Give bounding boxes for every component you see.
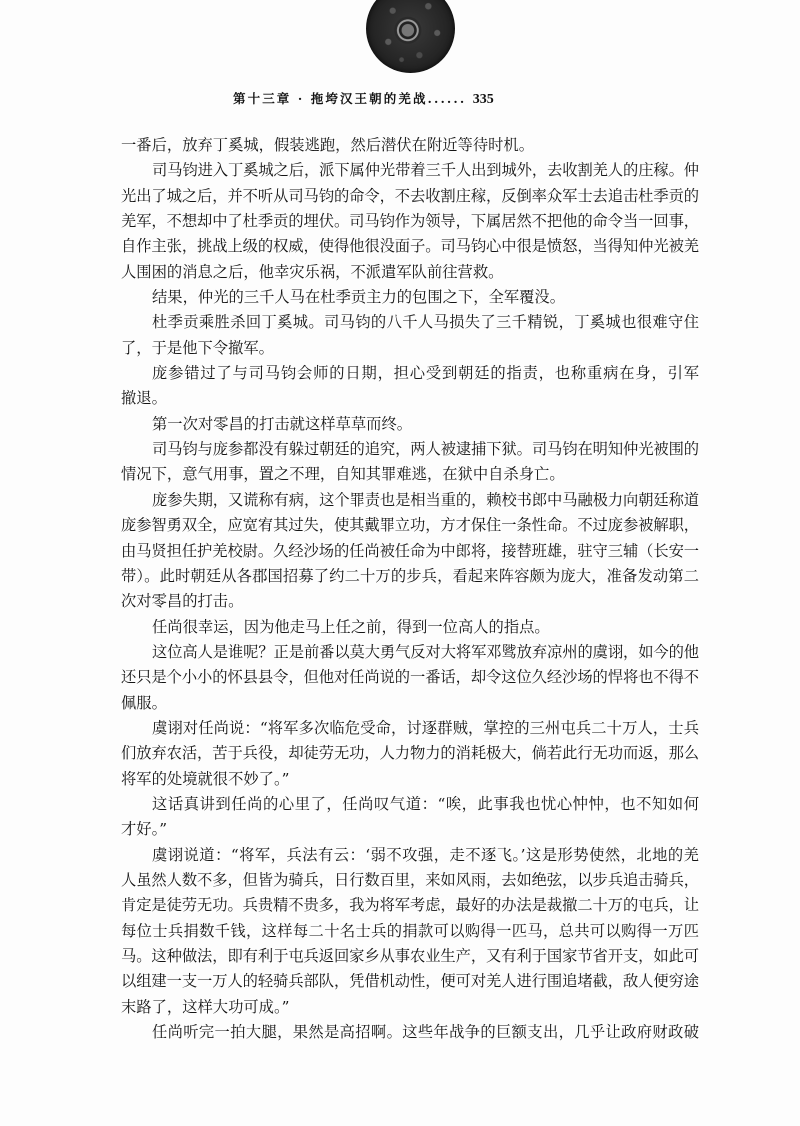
paragraph: [121, 437, 699, 488]
paragraph: [121, 285, 699, 310]
chapter-title: 第十三章 · 拖垮汉王朝的羌战......: [233, 91, 467, 106]
text-line: 这位高人是谁呢？正是前番以莫大勇气反对大将军邓骘放弃凉州的虞诩，如今的他: [152, 642, 699, 661]
text-line: 才好。”: [121, 820, 168, 839]
text-line: 杜季贡乘胜杀回丁奚城。司马钧的八千人马损失了三千精锐，丁奚城也很难守住: [152, 313, 700, 332]
text-line: 任尚很幸运，因为他走马上任之前，得到一位高人的指点。: [152, 617, 550, 636]
text-line: 马。这种做法，即有利于屯兵返回家乡从事农业生产，又有利于国家节省开支，如此可: [121, 947, 699, 965]
text-line: 次对零昌的打击。: [121, 592, 244, 611]
text-line: 人虽然人数不多，但皆为骑兵，日行数百里，来如风雨，去如绝弦，以步兵追击骑兵，: [121, 870, 699, 889]
text-line: 庞参失期，又谎称有病，这个罪责也是相当重的，赖校书郎中马融极力向朝廷称道: [152, 490, 699, 509]
paragraph: [121, 716, 699, 792]
paragraph: [121, 158, 699, 285]
text-line: 带）。此时朝廷从各郡国招募了约二十万的步兵，看起来阵容颇为庞大，准备发动第二: [121, 566, 700, 585]
text-line: 虞诩说道：“将军，兵法有云：‘弱不攻强，走不逐飞。’这是形势使然，北地的羌: [152, 845, 700, 864]
paragraph: [121, 1020, 699, 1045]
paragraph: [121, 640, 699, 716]
text-line: 这话真讲到任尚的心里了，任尚叹气道：“唉，此事我也忧心忡忡，也不知如何: [152, 794, 700, 813]
text-line: 任尚听完一拍大腿，果然是高招啊。这些年战争的巨额支出，几乎让政府财政破: [152, 1023, 700, 1042]
text-line: 佩服。: [121, 693, 167, 712]
text-line: 情况下，意气用事，置之不理，自知其罪难逃，在狱中自杀身亡。: [121, 465, 565, 484]
body-text: [121, 133, 699, 1045]
text-line: 庞参智勇双全，应宽宥其过失，使其戴罪立功，方才保住一条性命。不过庞参被解职，: [121, 516, 699, 535]
text-line: 每位士兵捐数千钱，这样每二十名士兵的捐款可以购得一匹马，总共可以购得一万匹: [121, 921, 700, 940]
paragraph: [121, 488, 699, 615]
text-line: 自作主张，挑战上级的权威，使得他很没面子。司马钧心中很是愤怒，当得知仲光被羌: [121, 237, 699, 256]
text-line: 光出了城之后，并不听从司马钧的命令，不去收割庄稼，反倒率众军士去追击杜季贡的: [121, 186, 699, 205]
running-header: [233, 89, 494, 108]
text-line: 司马钧与庞参都没有躲过朝廷的追究，两人被逮捕下狱。司马钧在明知仲光被围的: [152, 440, 699, 459]
paragraph: [121, 843, 699, 1020]
text-line: 由马贤担任护羌校尉。久经沙场的任尚被任命为中郎将，接替班雄，驻守三辅（长安一: [121, 541, 699, 560]
text-line: 第一次对零昌的打击就这样草草而终。: [152, 414, 413, 433]
text-line: 撤退。: [121, 389, 167, 408]
text-line: 庞参错过了与司马钧会师的日期，担心受到朝廷的指责，也称重病在身，引军: [152, 364, 700, 383]
paragraph: [121, 361, 699, 412]
paragraph: [121, 412, 699, 437]
bronze-medallion-ornament-icon: [366, 0, 455, 73]
text-line: 们放弃农活，苦于兵役，却徒劳无功，人力物力的消耗极大，倘若此行无功而返，那么: [121, 744, 699, 763]
text-line: 虞诩对任尚说：“将军多次临危受命，讨逐群贼，掌控的三州屯兵二十万人，士兵: [152, 718, 700, 737]
text-line: 了，于是他下令撤军。: [121, 338, 274, 357]
paragraph: [121, 615, 699, 640]
paragraph: [121, 133, 699, 158]
paragraph: [121, 310, 699, 361]
text-line: 结果，仲光的三千人马在杜季贡主力的包围之下，全军覆没。: [152, 288, 566, 307]
page-number: 335: [472, 92, 494, 107]
text-line: 羌军，不想却中了杜季贡的埋伏。司马钧作为领导，下属居然不把他的命令当一回事，: [121, 212, 699, 231]
paragraph: [121, 792, 699, 843]
text-line: 还只是个小小的怀县县令，但他对任尚说的一番话，却令这位久经沙场的悍将也不得不: [121, 668, 699, 687]
text-line: 末路了，这样大功可成。”: [121, 997, 290, 1016]
text-line: 司马钧进入丁奚城之后，派下属仲光带着三千人出到城外，去收割羌人的庄稼。仲: [152, 161, 699, 180]
text-line: 将军的处境就很不妙了。”: [121, 769, 290, 788]
text-line: 一番后，放弃丁奚城，假装逃跑，然后潜伏在附近等待时机。: [121, 136, 535, 154]
text-line: 肯定是徒劳无功。兵贵精不贵多，我为将军考虑，最好的办法是裁撤二十万的屯兵，让: [121, 896, 699, 915]
text-line: 人围困的消息之后，他幸灾乐祸，不派遣军队前往营救。: [121, 262, 504, 281]
text-line: 以组建一支一万人的轻骑兵部队，凭借机动性，便可对羌人进行围追堵截，敌人便穷途: [121, 972, 699, 991]
